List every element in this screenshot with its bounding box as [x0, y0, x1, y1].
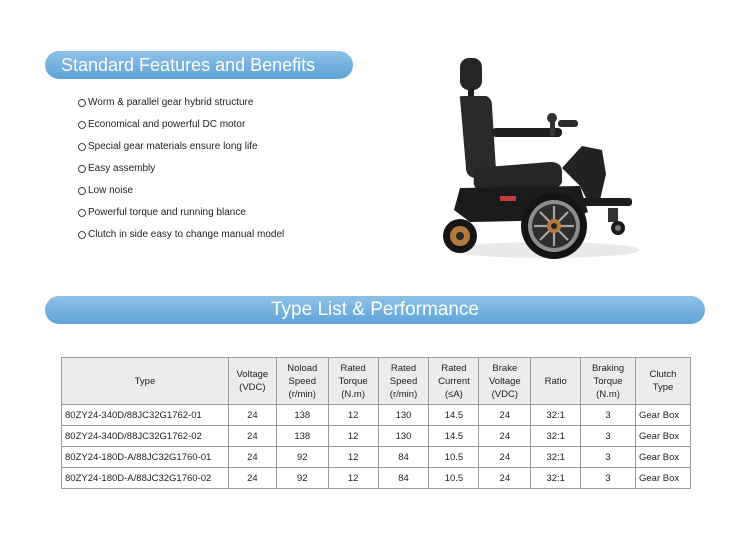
column-header: Rated Torque (N.m)	[328, 358, 378, 405]
table-cell: 92	[276, 468, 328, 489]
features-title: Standard Features and Benefits	[61, 54, 316, 75]
circle-bullet-icon	[78, 209, 86, 217]
table-cell: 24	[228, 426, 276, 447]
type-list-title-banner	[45, 296, 705, 324]
features-list	[78, 96, 284, 250]
column-header: Brake Voltage (VDC)	[479, 358, 531, 405]
table-cell: 32:1	[531, 405, 581, 426]
column-header: Braking Torque (N.m)	[581, 358, 636, 405]
feature-item: Powerful torque and running blance	[78, 206, 284, 228]
column-header: Clutch Type	[635, 358, 690, 405]
feature-item: Special gear materials ensure long life	[78, 140, 284, 162]
table-cell: 92	[276, 447, 328, 468]
table-row	[62, 405, 691, 426]
table-cell: 24	[228, 405, 276, 426]
table-cell: Gear Box	[635, 468, 690, 489]
table-cell: 24	[479, 447, 531, 468]
table-cell: 32:1	[531, 468, 581, 489]
table-cell: 12	[328, 426, 378, 447]
type-cell: 80ZY24-180D-A/88JC32G1760-01	[62, 447, 229, 468]
table-row	[62, 426, 691, 447]
table-header-row	[62, 358, 691, 405]
table-row	[62, 447, 691, 468]
table-cell: Gear Box	[635, 405, 690, 426]
type-cell: 80ZY24-180D-A/88JC32G1760-02	[62, 468, 229, 489]
circle-bullet-icon	[78, 187, 86, 195]
table-cell: 32:1	[531, 426, 581, 447]
table-cell: 130	[378, 405, 429, 426]
table-cell: 12	[328, 447, 378, 468]
performance-table	[61, 357, 691, 489]
table-cell: 84	[378, 447, 429, 468]
table-cell: 3	[581, 447, 636, 468]
table-cell: Gear Box	[635, 426, 690, 447]
table-cell: 138	[276, 405, 328, 426]
column-header: Rated Speed (r/min)	[378, 358, 429, 405]
circle-bullet-icon	[78, 121, 86, 129]
feature-item: Easy assembly	[78, 162, 284, 184]
power-wheelchair-photo	[430, 50, 660, 265]
table-cell: 14.5	[429, 405, 479, 426]
table-cell: 24	[479, 405, 531, 426]
table-cell: 24	[479, 468, 531, 489]
table-cell: 12	[328, 405, 378, 426]
column-header: Ratio	[531, 358, 581, 405]
table-row	[62, 468, 691, 489]
column-header: Type	[62, 358, 229, 405]
table-cell: 24	[228, 468, 276, 489]
feature-item: Economical and powerful DC motor	[78, 118, 284, 140]
table-cell: 24	[479, 426, 531, 447]
type-cell: 80ZY24-340D/88JC32G1762-02	[62, 426, 229, 447]
circle-bullet-icon	[78, 165, 86, 173]
table-cell: 84	[378, 468, 429, 489]
table-cell: Gear Box	[635, 447, 690, 468]
table-cell: 138	[276, 426, 328, 447]
table-cell: 3	[581, 468, 636, 489]
table-cell: 12	[328, 468, 378, 489]
column-header: Noload Speed (r/min)	[276, 358, 328, 405]
circle-bullet-icon	[78, 231, 86, 239]
circle-bullet-icon	[78, 99, 86, 107]
table-cell: 130	[378, 426, 429, 447]
table-cell: 10.5	[429, 468, 479, 489]
feature-item: Clutch in side easy to change manual model	[78, 228, 284, 250]
table-cell: 14.5	[429, 426, 479, 447]
table-cell: 24	[228, 447, 276, 468]
type-cell: 80ZY24-340D/88JC32G1762-01	[62, 405, 229, 426]
table-cell: 3	[581, 405, 636, 426]
column-header: Voltage (VDC)	[228, 358, 276, 405]
features-title-banner	[45, 51, 353, 79]
column-header: Rated Current (≤A)	[429, 358, 479, 405]
table-cell: 3	[581, 426, 636, 447]
feature-item: Worm & parallel gear hybrid structure	[78, 96, 284, 118]
feature-item: Low noise	[78, 184, 284, 206]
type-list-title: Type List & Performance	[270, 299, 480, 320]
table-cell: 32:1	[531, 447, 581, 468]
table-cell: 10.5	[429, 447, 479, 468]
circle-bullet-icon	[78, 143, 86, 151]
